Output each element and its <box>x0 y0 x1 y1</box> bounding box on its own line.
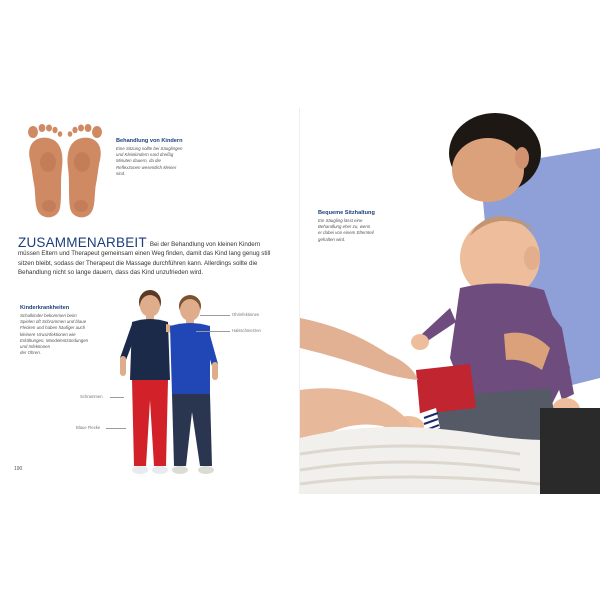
sidebar-kids-title: Behandlung von Kindern <box>116 138 183 144</box>
sidebar-diseases-text: Schulkinder bekommen beim Spielen oft Schrammen und blaue Flecken und haben häufiger auch kleinere Virusinfektionen wie Erkältungen, Mandelentzündungen und Infektionen der Ohren. <box>20 313 89 356</box>
sidebar-kids-text: Eine Sitzung sollte bei Säuglingen und Kleinkindern rund dreißig Minuten dauern, da die Reflexzonen wesentlich kleiner sind. <box>116 146 183 176</box>
intro-body-text: Bei der Behandlung von kleinen Kindern müssen Eltern und Therapeut gemeinsam einen Weg finden, damit das Kind lang genug still sitzen bleibt, sodass der Therapeut die Massage durchführen kann. Allerdings sollte die Behandlung nicht so lange dauern, dass das Kind unzufrieden wird. <box>18 241 271 277</box>
feet-soles-image <box>22 122 108 222</box>
leader-line-hals <box>196 331 230 332</box>
two-boys-photo <box>108 288 236 484</box>
leader-line-ohr <box>200 315 230 316</box>
sidebar-posture-text: Ein Säugling lässt eine Behandlung eher zu, wenn er dabei von einem Elternteil gehalten wird. <box>318 218 374 242</box>
callout-halsschmerzen: Halsschmerzen <box>232 328 261 333</box>
intro-paragraph <box>18 235 280 278</box>
callout-ohrinfektionen: Ohrinfektionen <box>232 312 260 317</box>
leader-line-schrammen <box>110 397 124 398</box>
father-baby-massage-photo <box>300 108 600 494</box>
page-number: 190 <box>14 466 23 472</box>
sidebar-posture-title: Bequeme Sitzhaltung <box>318 210 375 216</box>
callout-blaue-flecke: Blaue Flecke <box>76 425 101 430</box>
intro-lead-heading: ZUSAMMENARBEIT <box>18 235 147 250</box>
sidebar-diseases-title: Kinderkrankheiten <box>20 305 70 311</box>
callout-schrammen: Schrammen <box>80 394 103 399</box>
leader-line-flecke <box>106 428 126 429</box>
